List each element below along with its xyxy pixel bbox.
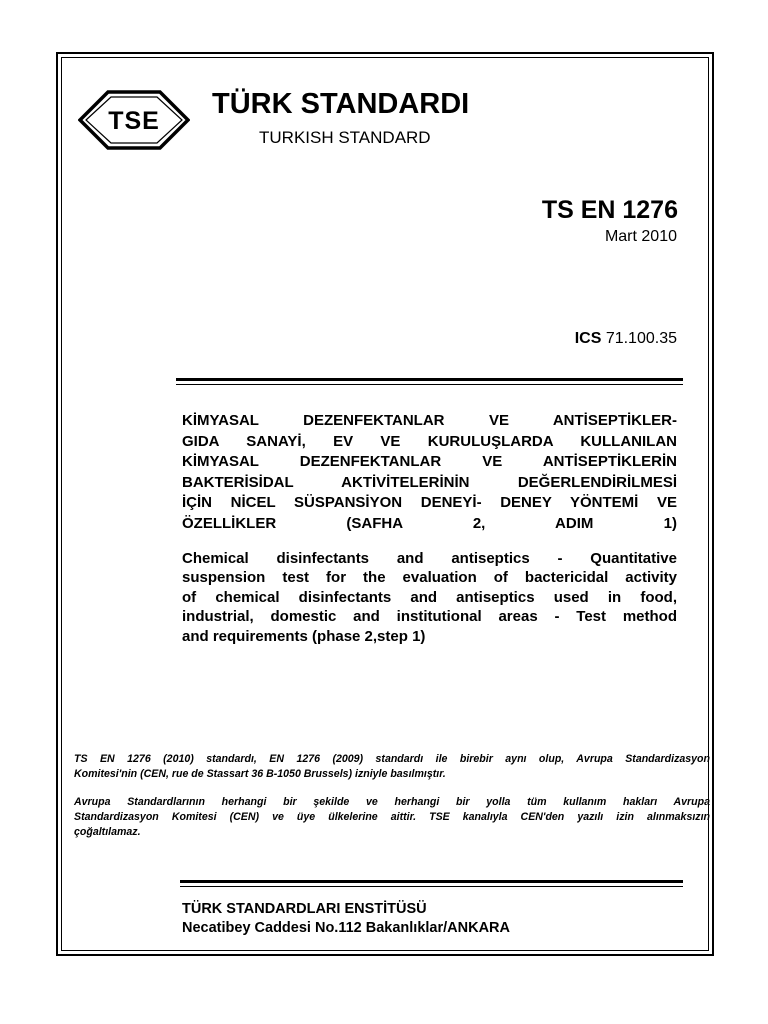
english-title-line: and requirements (phase 2,step 1) xyxy=(182,627,426,645)
ics-code: 71.100.35 xyxy=(605,330,677,347)
note-line: çoğaltılamaz. xyxy=(74,826,141,838)
note-line: TS EN 1276 (2010) standardı, EN 1276 (2009) standardı ile birebir aynı olup, Avrupa Standardizasyon xyxy=(74,753,710,765)
turkish-title-line: GIDA SANAYİ, EV VE KURULUŞLARDA KULLANILAN xyxy=(182,432,677,450)
note-line: Standardizasyon Komitesi (CEN) ve üye ülkelerine aittir. TSE kanalıyla CEN'den yazılı izin alınmaksızın xyxy=(74,811,710,823)
document-title: TÜRK STANDARDI xyxy=(212,88,470,120)
tse-logo xyxy=(78,90,190,150)
turkish-title-line: BAKTERİSİDAL AKTİVİTELERİNİN DEĞERLENDİRİLMESİ xyxy=(182,473,677,491)
divider-bottom xyxy=(180,880,683,883)
ics-code-line xyxy=(575,330,677,348)
english-title-line: suspension test for the evaluation of bactericidal activity xyxy=(182,569,677,587)
english-title-line: industrial, domestic and institutional areas - Test method xyxy=(182,608,677,626)
divider-top xyxy=(176,378,683,381)
english-title-line: Chemical disinfectants and antiseptics - Quantitative xyxy=(182,550,677,567)
turkish-title-line: ÖZELLİKLER (SAFHA 2, ADIM 1) xyxy=(182,514,677,532)
document-subtitle: TURKISH STANDARD xyxy=(259,128,431,147)
turkish-title-line: KİMYASAL DEZENFEKTANLAR VE ANTİSEPTİKLER- xyxy=(182,412,677,429)
english-title-line: of chemical disinfectants and antiseptics used in food, xyxy=(182,588,677,606)
turkish-title-line: İÇİN NİCEL SÜSPANSİYON DENEYİ- DENEY YÖNTEMİ VE xyxy=(182,494,677,512)
logo-text: TSE xyxy=(108,107,160,135)
english-title xyxy=(182,549,677,646)
note-line: Avrupa Standardlarının herhangi bir şekilde ve herhangi bir yolla tüm kullanım hakları Avrupa xyxy=(74,796,710,808)
publication-note xyxy=(74,752,710,782)
standard-number: TS EN 1276 xyxy=(541,196,678,224)
institute-name: TÜRK STANDARDLARI ENSTİTÜSÜ xyxy=(182,901,427,917)
turkish-title-line: KİMYASAL DEZENFEKTANLAR VE ANTİSEPTİKLERİN xyxy=(182,453,677,471)
turkish-title xyxy=(182,411,677,535)
institute-address: Necatibey Caddesi No.112 Bakanlıklar/ANKARA xyxy=(182,920,510,936)
copyright-note xyxy=(74,795,710,840)
divider-bottom-thin xyxy=(180,886,683,887)
divider-top-thin xyxy=(176,384,683,385)
note-line: Komitesi'nin (CEN, rue de Stassart 36 B-1050 Brussels) izniyle basılmıştır. xyxy=(74,768,446,780)
ics-label: ICS xyxy=(574,330,602,347)
standard-date: Mart 2010 xyxy=(604,228,677,245)
institute-block xyxy=(182,900,510,938)
